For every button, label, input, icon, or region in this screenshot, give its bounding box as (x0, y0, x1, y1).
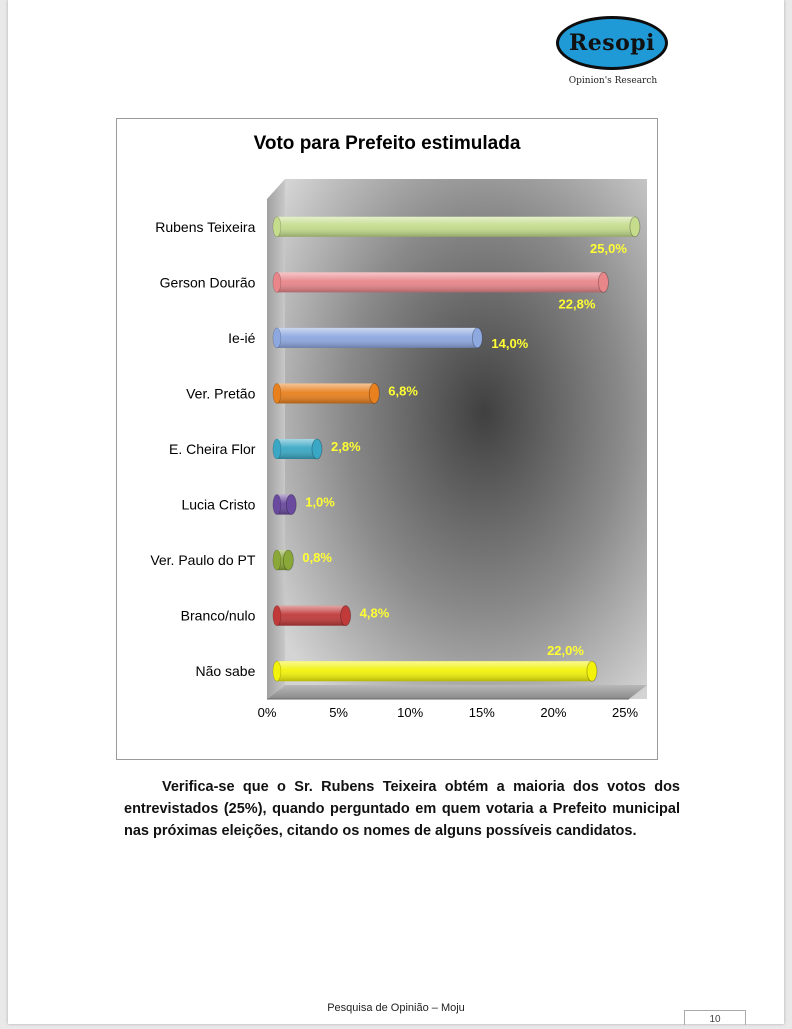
x-tick-label: 25% (611, 705, 639, 720)
document-page (8, 0, 784, 1024)
x-tick-label: 15% (468, 705, 495, 720)
category-label: Gerson Dourão (159, 274, 256, 291)
bar-start-cap (273, 550, 281, 570)
bar-shading (277, 328, 477, 348)
logo-tagline: Opinion's Research (568, 76, 658, 86)
x-tick-label: 20% (540, 705, 567, 720)
value-label: 0,8% (302, 550, 332, 566)
bar-end-cap (369, 383, 379, 403)
bar-start-cap (273, 495, 281, 515)
value-label: 22,0% (547, 643, 584, 659)
bar-shading (277, 383, 374, 403)
value-label: 25,0% (590, 240, 627, 256)
page-number: 10 (684, 1010, 746, 1025)
value-label: 6,8% (388, 383, 418, 399)
bar-start-cap (273, 383, 281, 403)
bar-shading (277, 217, 635, 237)
bar-start-cap (273, 217, 281, 237)
category-label: Ver. Paulo do PT (150, 552, 256, 569)
bar-start-cap (273, 661, 281, 681)
value-label: 14,0% (491, 335, 529, 351)
logo-name: Resopi (568, 30, 656, 56)
bar-end-cap (587, 661, 597, 681)
chart-floor (267, 685, 647, 699)
value-label: 1,0% (305, 494, 335, 510)
chart-title: Voto para Prefeito estimulada (253, 133, 521, 154)
category-label: Ver. Pretão (186, 385, 256, 402)
x-tick-label: 10% (397, 705, 424, 720)
bar-start-cap (273, 439, 281, 459)
bar-shading (277, 606, 346, 626)
bar-shading (277, 661, 592, 681)
chart-frame (116, 118, 658, 760)
logo-oval (556, 16, 668, 70)
category-label: Rubens Teixeira (155, 218, 256, 235)
bar-start-cap (273, 272, 281, 292)
bar-shading (277, 272, 603, 292)
category-label: E. Cheira Flor (169, 441, 256, 457)
bar-start-cap (273, 328, 281, 348)
bar-end-cap (341, 606, 351, 626)
x-tick-label: 0% (257, 705, 277, 720)
bar-end-cap (598, 272, 608, 292)
category-label: Lucia Cristo (181, 496, 256, 513)
category-label: Branco/nulo (180, 607, 256, 624)
bar-chart (117, 119, 657, 759)
analysis-paragraph: Verifica-se que o Sr. Rubens Teixeira obtém a maioria dos votos dos entrevistados (25%), quando perguntado em quem votaria a Prefeito municipal nas próximas eleições, citando os nomes de alguns possíveis candidatos. (124, 779, 680, 839)
bar-end-cap (630, 217, 640, 237)
bar-end-cap (472, 328, 482, 348)
category-label: Não sabe (195, 663, 256, 680)
bar-end-cap (283, 550, 293, 570)
bar-shading (277, 439, 317, 459)
footer-text: Pesquisa de Opinião – Moju (327, 1002, 465, 1014)
bar-end-cap (286, 495, 296, 515)
resopi-logo (548, 10, 678, 94)
value-label: 4,8% (359, 605, 390, 621)
value-label: 22,8% (558, 296, 596, 312)
value-label: 2,8% (330, 439, 361, 454)
bar-start-cap (273, 606, 281, 626)
x-tick-label: 5% (329, 705, 348, 720)
category-label: Ie-ié (228, 329, 256, 346)
bar-end-cap (312, 439, 322, 459)
